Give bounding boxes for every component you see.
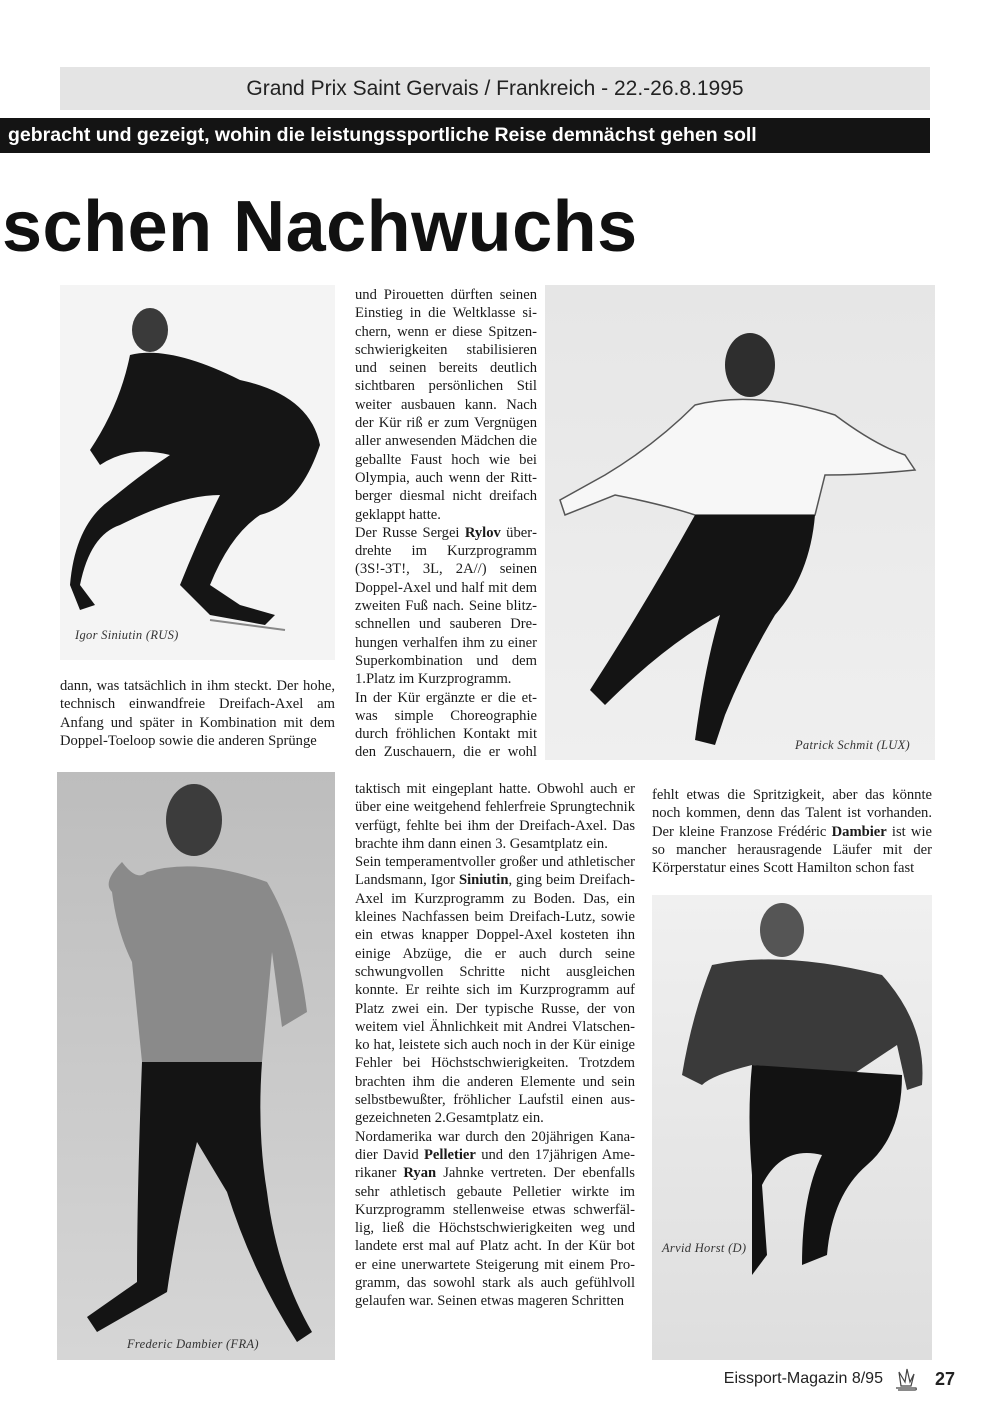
article-column-3 — [652, 786, 932, 877]
name-pelletier: Pelletier — [424, 1146, 476, 1163]
skater-figure-icon — [57, 772, 335, 1360]
skate-logo-icon — [893, 1366, 919, 1392]
paragraph: taktisch mit eingeplant hatte. Obwohl auch er über eine weitgehend fehlerfreie Sprungtechnik verfügt, fehlte bei ihm der Dreifach-Axel. Das brachte ihm dann einen 3. Gesamtplatz ein. — [355, 781, 635, 852]
event-title: Grand Prix Saint Gervais / Frankreich - 22.-26.8.1995 — [246, 77, 744, 100]
paragraph-rylov — [355, 524, 537, 689]
text: fehlt etwas die Spritzigkeit, aber das könnte noch kommen, denn das Talent ist vorhanden. Der kleine Franzose Frédéric — [652, 787, 932, 840]
subtitle-text: gebracht und gezeigt, wohin die leistungssportliche Reise demnächst gehen soll — [8, 124, 757, 146]
page-footer — [724, 1366, 955, 1392]
photo-patrick-schmit — [545, 285, 935, 760]
article-column-1 — [60, 677, 335, 750]
page-number: 27 — [934, 1368, 955, 1389]
caption-horst: Arvid Horst (D) — [662, 1241, 747, 1255]
skater-figure-icon — [60, 285, 335, 660]
paragraph-siniutin — [355, 853, 635, 1127]
caption-siniutin: Igor Siniutin (RUS) — [75, 628, 179, 642]
photo-arvid-horst — [652, 895, 932, 1360]
paragraph: In der Kür ergänzte er die etwas simple Choreographie durch fröhlichen Kontakt mit den Zuschauern, die er wohl — [355, 689, 537, 761]
photo-igor-siniutin — [60, 285, 335, 660]
photo-frederic-dambier — [57, 772, 335, 1360]
paragraph-dambier — [652, 786, 932, 877]
name-ryan: Ryan — [403, 1165, 437, 1182]
paragraph: und Pirouetten dürften seinen Einstieg in die Weltklasse sichern, wenn er diese Spitzenschwierigkeiten stabilisieren und seinen bereits deutlich sichtbaren persönlichen Stil weiter ausbauen kann. Nach der Kür riß er zum Vergnügen aller anwesenden Mädchen die geballte Faust hoch wie bei Olympia, auch wenn der Rittberger diesmal nicht dreifach geklappt hatte. — [355, 287, 537, 523]
text: Nordamerika war durch den 20jährigen Kanadier David — [355, 1128, 635, 1163]
text: Jahnke vertreten. Der ebenfalls sehr athletisch gebaute Pelletier wirkte im Kurzprogramm stellenweise etwas schwerfällig, ließ die Höchstschwierigkeiten weg und landete erst mal auf Platz acht. In der Kür bot er eine unerwartete Steigerung mit einem Programm, das sowohl stark als auch gefühlvoll gelaufen war. Seinen etwas mageren Schritten — [355, 1165, 635, 1310]
text: Der Russe Sergei — [355, 524, 465, 541]
caption-dambier: Frederic Dambier (FRA) — [127, 1337, 259, 1351]
name-siniutin: Siniutin — [458, 872, 509, 889]
name-rylov: Rylov — [464, 524, 501, 541]
text: überdrehte im Kurzprogramm (3S!-3T!, 3L, 2A//) seinen Doppel-Axel und half mit dem zweiten Fuß nach. Seine blitzschnellen und sauberen Drehungen verhalfen ihm zu einer Superkombination und dem 1.Platz im Kurzprogramm. — [355, 524, 537, 688]
caption-schmit: Patrick Schmit (LUX) — [795, 738, 911, 752]
text: , ging beim Dreifach-Axel im Kurzprogramm zu Boden. Das, ein kleines Nachfassen beim Dreifach-Lutz, sowie ein etwas knapper Doppel-Axel kosteten ihn einige Abzüge, die er auch durch seine schwungvollen Schritte nicht ausgleichen konnte. Er reihte sich im Kurzprogramm auf Platz zwei ein. Der typische Russe, der von weitem viel Ähnlichkeit mit Andrei Vlatschenko hat, leistete sich auch noch in der Kür einige Fehler bei Höchstschwierigkeiten. Trotzdem brachten ihm die anderen Elemente und sein selbstbewußter, fröhlicher Laufstil einen ausgezeichneten 2.Gesamtplatz ein. — [355, 872, 635, 1127]
event-header-bar — [60, 67, 930, 110]
article-column-2-wide — [355, 780, 635, 1311]
article-column-2-narrow — [355, 286, 537, 762]
subtitle-bar — [0, 118, 930, 153]
paragraph-pelletier — [355, 1128, 635, 1311]
text: Sein temperamentvoller großer und athletischer Landsmann, Igor — [355, 854, 635, 889]
skater-figure-icon — [545, 285, 935, 760]
headline: schen Nachwuchs — [2, 187, 638, 267]
skater-figure-icon — [652, 895, 932, 1360]
text: und den 17jährigen Amerikaner — [355, 1146, 635, 1182]
name-dambier: Dambier — [831, 823, 887, 840]
paragraph: dann, was tatsächlich in ihm steckt. Der hohe, technisch einwandfreie Dreifach-Axel am Anfang und später in Kombination mit dem Doppel-Toeloop sowie die anderen Sprünge — [60, 678, 335, 749]
magazine-issue: Eissport-Magazin 8/95 — [723, 1370, 883, 1387]
text: ist wie so mancher herausragende Läufer mit der Körperstatur eines Scott Hamilton schon fast — [652, 823, 932, 877]
